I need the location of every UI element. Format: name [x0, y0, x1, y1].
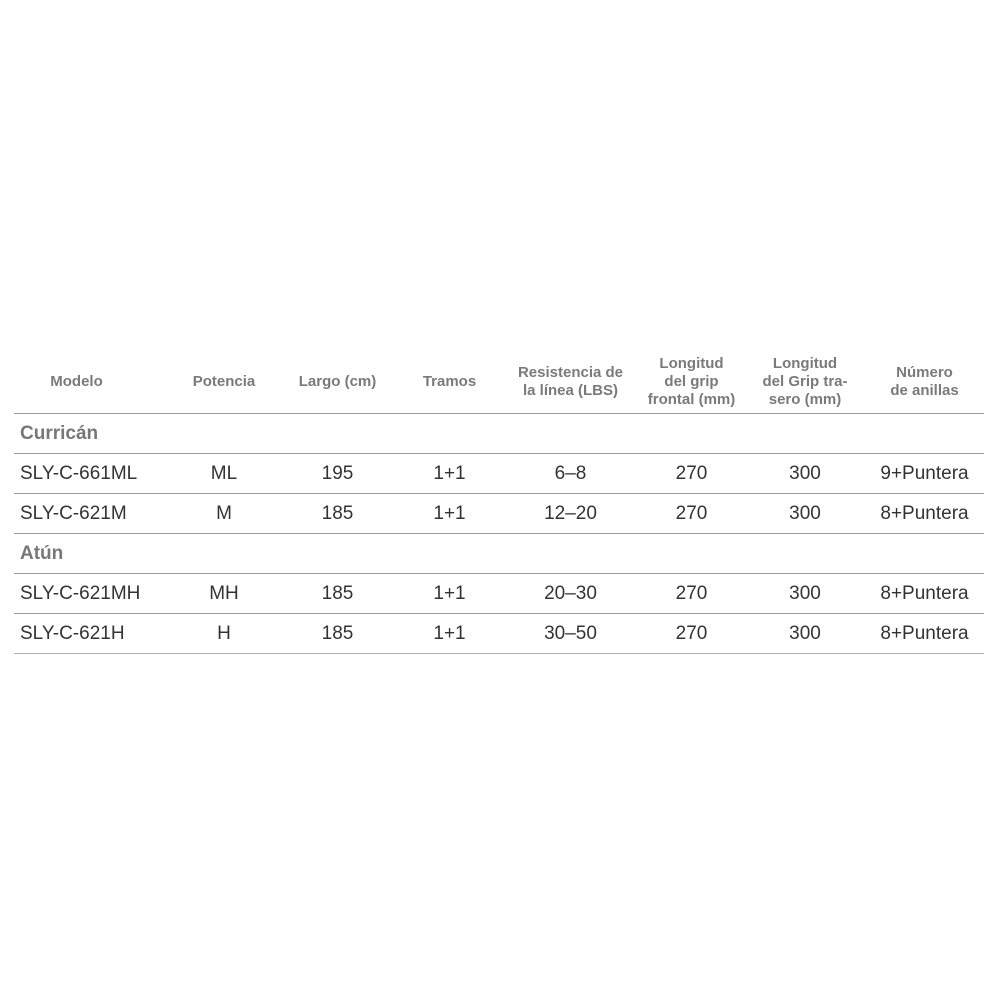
- tramos-cell: 1+1: [433, 582, 466, 604]
- largo-cell: 185: [321, 502, 354, 524]
- grip-trasero-cell: 300: [789, 582, 821, 604]
- header-grip-trasero: Longitud del Grip tra- sero (mm): [762, 354, 848, 408]
- group-label: Atún: [20, 542, 64, 564]
- resistencia-cell: 6–8: [554, 462, 587, 484]
- table-row: [14, 454, 984, 494]
- grip-frontal-cell: 270: [675, 622, 708, 644]
- grip-frontal-cell: 270: [675, 462, 708, 484]
- header-potencia: Potencia: [192, 372, 256, 390]
- table-row: [14, 574, 984, 614]
- header-grip-frontal: Longitud del grip frontal (mm): [647, 354, 736, 408]
- grip-frontal-cell: 270: [675, 582, 708, 604]
- anillas-cell: 8+Puntera: [880, 582, 969, 604]
- group-label: Curricán: [20, 422, 99, 444]
- largo-cell: 185: [321, 622, 354, 644]
- spec-table: [14, 350, 984, 654]
- model-cell: SLY-C-621M: [20, 502, 127, 524]
- table-row: [14, 614, 984, 654]
- potencia-cell: H: [217, 622, 231, 644]
- header-tramos: Tramos: [422, 372, 477, 390]
- model-cell: SLY-C-621MH: [20, 582, 141, 604]
- grip-trasero-cell: 300: [789, 462, 821, 484]
- tramos-cell: 1+1: [433, 462, 466, 484]
- anillas-cell: 8+Puntera: [880, 502, 969, 524]
- model-cell: SLY-C-661ML: [20, 462, 138, 484]
- grip-trasero-cell: 300: [789, 622, 821, 644]
- header-modelo: Modelo: [50, 372, 103, 390]
- largo-cell: 185: [321, 582, 354, 604]
- tramos-cell: 1+1: [433, 502, 466, 524]
- header-resistencia: Resistencia de la línea (LBS): [517, 363, 624, 399]
- grip-trasero-cell: 300: [789, 502, 821, 524]
- table-header-row: [14, 350, 984, 414]
- resistencia-cell: 20–30: [544, 582, 597, 604]
- largo-cell: 195: [321, 462, 354, 484]
- potencia-cell: MH: [209, 582, 239, 604]
- anillas-cell: 8+Puntera: [880, 622, 969, 644]
- potencia-cell: M: [216, 502, 232, 524]
- model-cell: SLY-C-621H: [20, 622, 125, 644]
- grip-frontal-cell: 270: [675, 502, 708, 524]
- potencia-cell: ML: [210, 462, 238, 484]
- anillas-cell: 9+Puntera: [880, 462, 969, 484]
- resistencia-cell: 30–50: [544, 622, 597, 644]
- header-largo: Largo (cm): [298, 372, 377, 390]
- header-anillas: Número de anillas: [890, 363, 959, 399]
- group-row-currican: [14, 414, 984, 454]
- tramos-cell: 1+1: [433, 622, 466, 644]
- resistencia-cell: 12–20: [544, 502, 597, 524]
- table-row: [14, 494, 984, 534]
- group-row-atun: [14, 534, 984, 574]
